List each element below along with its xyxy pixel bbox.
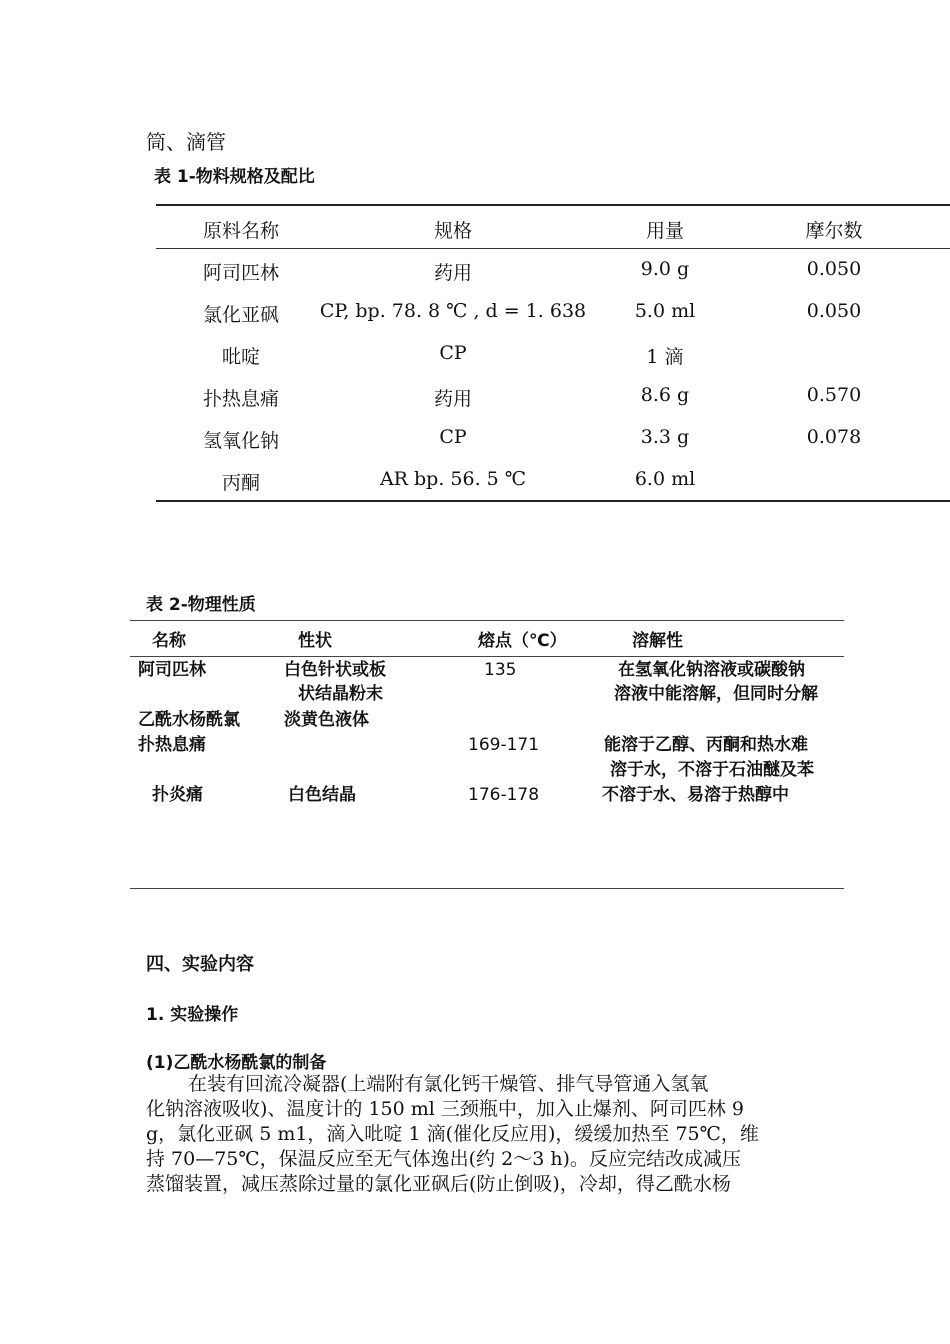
table1-cell: 1 滴 [646, 346, 684, 368]
table1-cell: 丙酮 [221, 472, 261, 494]
table1-cell: CP [439, 426, 467, 448]
table1-header: 用量 [645, 220, 685, 242]
table2-top-rule [130, 620, 844, 621]
table2-header: 性状 [298, 631, 332, 651]
table1-cell: 0.570 [806, 384, 862, 406]
table2-cell-mp: 176-178 [468, 785, 540, 805]
paragraph-line: 蒸馏装置，减压蒸除过量的氯化亚砜后(防止倒吸)，冷却，得乙酰水杨 [146, 1173, 731, 1195]
table2-cell-state: 白色结晶 [288, 785, 356, 805]
table1-header: 摩尔数 [805, 220, 863, 242]
table2-cell-mp: 169-171 [468, 735, 540, 755]
table2-cell-name: 扑热息痛 [138, 735, 206, 755]
table1-cell: 5.0 ml [634, 300, 696, 322]
procedure-paragraph [146, 1072, 814, 1197]
table2-cell-mp: 135 [484, 660, 517, 680]
table1-cell: 药用 [433, 262, 473, 284]
paragraph-line: 在装有回流冷凝器(上端附有氯化钙干燥管、排气导管通入氢氧 [188, 1073, 709, 1095]
table2-cell-solubility: 在氢氧化钠溶液或碳酸钠 [618, 660, 805, 680]
paragraph-line: g，氯化亚砜 5 m1，滴入吡啶 1 滴(催化反应用)，缓缓加热至 75℃，维 [146, 1123, 759, 1145]
table2-header: 名称 [152, 631, 186, 651]
table1-header: 规格 [433, 220, 473, 242]
subsubsection-heading: (1)乙酰水杨酰氯的制备 [146, 1053, 327, 1073]
table1-cell: 药用 [433, 388, 473, 410]
table1-cell: 扑热息痛 [202, 388, 280, 410]
table1-bottom-rule [156, 500, 950, 502]
table1-cell: 氢氧化钠 [202, 430, 280, 452]
table1-cell: 阿司匹林 [202, 262, 280, 284]
table1-top-rule [156, 204, 950, 206]
table2-cell-solubility: 不溶于水、易溶于热醇中 [602, 785, 789, 805]
table2-cell-name: 扑炎痛 [152, 785, 203, 805]
table2-cell-solubility: 溶于水，不溶于石油醚及苯 [610, 760, 814, 780]
table1-header-rule [156, 248, 950, 249]
table1-cell: 氯化亚砜 [202, 304, 280, 326]
table1-cell: CP, bp. 78. 8 ℃ , d = 1. 638 [319, 300, 587, 322]
top-fragment-text: 筒、滴管 [146, 130, 226, 154]
section-heading: 四、实验内容 [146, 954, 254, 975]
table1-cell: 0.050 [806, 258, 862, 280]
table1-header: 原料名称 [202, 220, 280, 242]
table2-cell-state: 状结晶粉末 [298, 684, 383, 704]
table2-cell-name: 阿司匹林 [138, 660, 206, 680]
table2-header: 溶解性 [632, 631, 683, 651]
table2-cell-state: 白色针状或板 [284, 660, 386, 680]
table2-cell-solubility: 溶液中能溶解，但同时分解 [614, 684, 818, 704]
table2-bottom-rule [130, 888, 844, 889]
table1-cell: 吡啶 [221, 346, 261, 368]
table2-header: 熔点（℃） [478, 631, 567, 651]
table2 [130, 620, 844, 890]
table1-cell: 0.050 [806, 300, 862, 322]
subsection-heading: 1. 实验操作 [146, 1005, 239, 1025]
table1-cell: 8.6 g [640, 384, 690, 406]
table2-cell-name: 乙酰水杨酰氯 [138, 710, 240, 730]
table1-cell: 6.0 ml [634, 468, 696, 490]
table2-header-rule [130, 656, 844, 657]
paragraph-line: 持 70—75℃，保温反应至无气体逸出(约 2～3 h)。反应完结改成减压 [146, 1148, 741, 1170]
paragraph-line: 化钠溶液吸收)、温度计的 150 ml 三颈瓶中，加入止爆剂、阿司匹林 9 [146, 1098, 745, 1120]
table1-cell: CP [439, 342, 467, 364]
table2-cell-state: 淡黄色液体 [284, 710, 369, 730]
table1-cell: 0.078 [806, 426, 862, 448]
table2-caption: 表 2-物理性质 [146, 595, 256, 615]
table1-cell: 9.0 g [640, 258, 690, 280]
table1-cell: AR bp. 56. 5 ℃ [379, 468, 527, 490]
table2-cell-solubility: 能溶于乙醇、丙酮和热水难 [604, 735, 808, 755]
table1-cell: 3.3 g [640, 426, 690, 448]
table1-caption: 表 1-物料规格及配比 [154, 167, 315, 187]
